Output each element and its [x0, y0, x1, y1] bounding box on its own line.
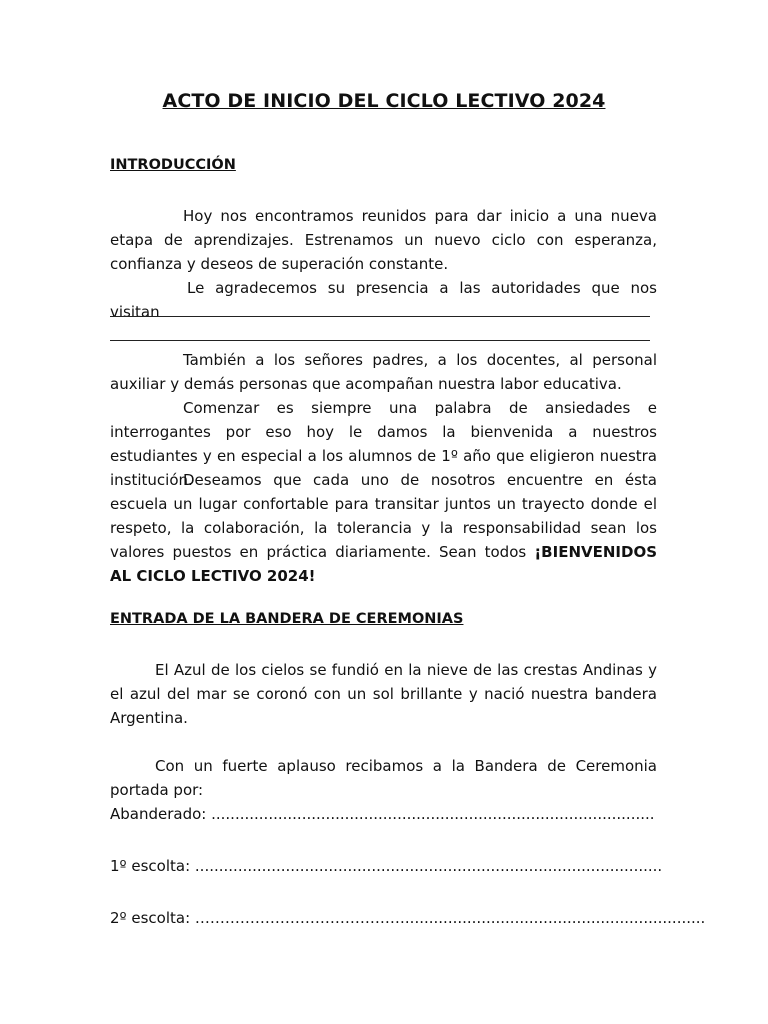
intro-paragraph-3-text: También a los señores padres, a los docentes, al personal auxiliar y demás personas que acompañan nuestra labor educativa.: [110, 351, 657, 393]
document-title: ACTO DE INICIO DEL CICLO LECTIVO 2024: [162, 90, 606, 112]
intro-paragraph-5: [110, 468, 657, 588]
escolta-1-line: 1º escolta: ..................................................................................................: [110, 857, 663, 875]
bandera-paragraph-2-text: Con un fuerte aplauso recibamos a la Bandera de Ceremonia portada por:: [110, 757, 657, 799]
intro-paragraph-4-text: Comenzar es siempre una palabra de ansiedades e interrogantes por eso hoy le damos la bienvenida a nuestros estudiantes y en especial a los alumnos de 1º año que eligieron nuestra institución.: [110, 399, 657, 489]
intro-paragraph-1: [110, 204, 657, 276]
abanderado-line: Abanderado: .............................................................................................: [110, 805, 655, 823]
blank-line-2: [110, 340, 650, 341]
intro-paragraph-2-text: Le agradecemos su presencia a las autoridades que nos visitan: [110, 279, 657, 321]
blank-line-1: [110, 316, 650, 317]
bandera-paragraph-2: [110, 754, 657, 802]
section-heading-bandera: ENTRADA DE LA BANDERA DE CEREMONIAS: [110, 611, 464, 627]
bandera-paragraph-1: [110, 658, 657, 730]
intro-paragraph-3: [110, 348, 657, 396]
section-heading-introduccion: INTRODUCCIÓN: [110, 157, 236, 173]
bandera-paragraph-1-text: El Azul de los cielos se fundió en la nieve de las crestas Andinas y el azul del mar se coronó con un sol brillante y nació nuestra bandera Argentina.: [110, 661, 657, 727]
escolta-2-line: 2º escolta: ……………………………………...............................................................: [110, 909, 706, 927]
welcome-exclamation: ¡BIENVENIDOS AL CICLO LECTIVO 2024!: [110, 543, 657, 585]
intro-paragraph-1-text: Hoy nos encontramos reunidos para dar inicio a una nueva etapa de aprendizajes. Estrenamos un nuevo ciclo con esperanza, confianza y deseos de superación constante.: [110, 207, 657, 273]
intro-paragraph-5-text: Deseamos que cada uno de nosotros encuentre en ésta escuela un lugar confortable para transitar juntos un trayecto donde el respeto, la colaboración, la tolerancia y la responsabilidad sean los valores puestos en práctica diariamente. Sean todos: [110, 471, 657, 561]
